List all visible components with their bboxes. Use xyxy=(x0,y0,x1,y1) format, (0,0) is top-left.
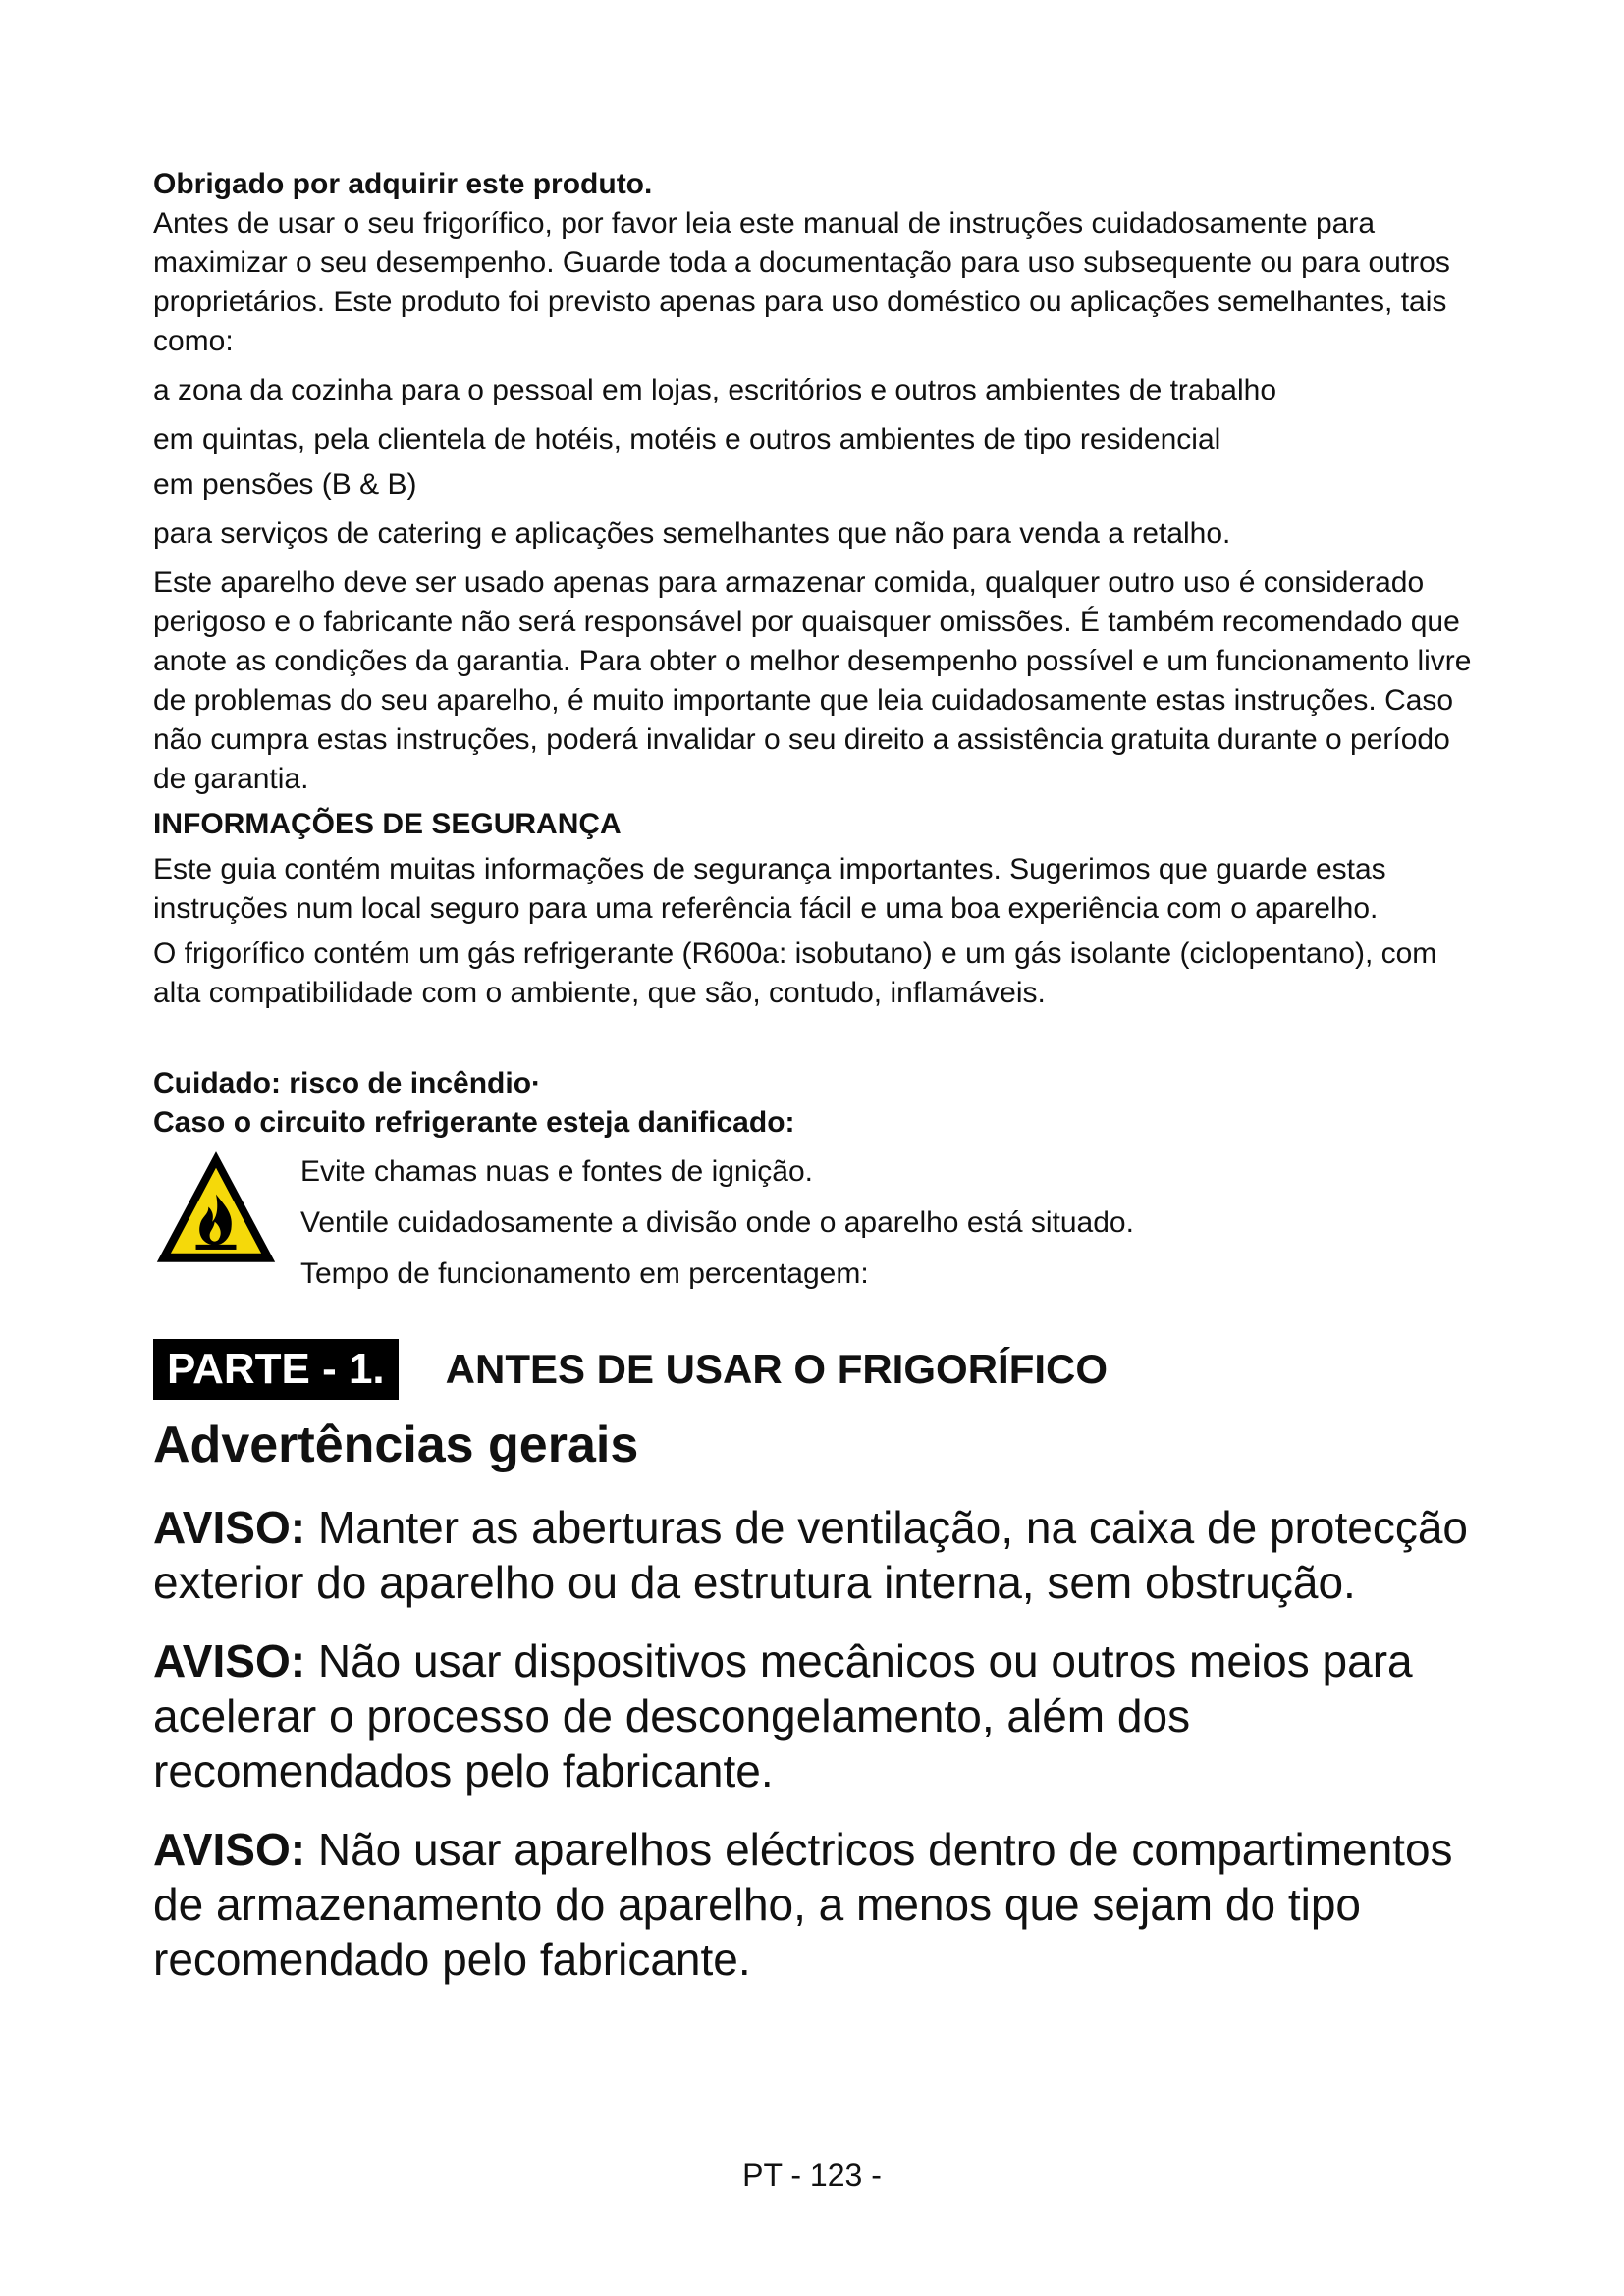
page-number: PT - 123 - xyxy=(742,2158,882,2193)
warning-text: Manter as aberturas de ventilação, na caixa de protecção exterior do aparelho ou da estrutura interna, sem obstrução. xyxy=(153,1502,1468,1608)
warning-label: AVISO: xyxy=(153,1824,306,1875)
warning-line-1: Evite chamas nuas e fontes de ignição. xyxy=(300,1155,813,1188)
warning-text: Não usar dispositivos mecânicos ou outros meios para acelerar o processo de descongelamento, além dos recomendados pelo fabricante. xyxy=(153,1635,1413,1796)
part-header xyxy=(153,1339,1489,1400)
fire-warning-icon xyxy=(153,1147,279,1272)
intro-paragraph: Antes de usar o seu frigorífico, por favor leia este manual de instruções cuidadosamente para maximizar o seu desempenho. Guarde toda a documentação para uso subsequente ou para outros proprietários. Este produto foi previsto apenas para uso doméstico ou aplicações semelhantes, tais como: xyxy=(153,207,1450,357)
warning-item-2 xyxy=(153,1633,1489,1798)
use-case-4: para serviços de catering e aplicações semelhantes que não para venda a retalho. xyxy=(153,517,1231,550)
warning-label: AVISO: xyxy=(153,1635,306,1686)
warning-line-3: Tempo de funcionamento em percentagem: xyxy=(300,1257,869,1290)
safety-paragraph-2: O frigorífico contém um gás refrigerante (R600a: isobutano) e um gás isolante (ciclopentano), com alta compatibilidade com o ambiente, que são, contudo, inflamáveis. xyxy=(153,937,1437,1009)
use-case-2: em quintas, pela clientela de hotéis, motéis e outros ambientes de tipo residencial xyxy=(153,423,1221,455)
warning-label: AVISO: xyxy=(153,1502,306,1553)
use-case-3: em pensões (B & B) xyxy=(153,468,417,501)
caution-line-2: Caso o circuito refrigerante esteja danificado: xyxy=(153,1106,795,1139)
warning-text: Não usar aparelhos eléctricos dentro de compartimentos de armazenamento do aparelho, a menos que sejam do tipo recomendado pelo fabricante. xyxy=(153,1824,1453,1985)
warning-item-3 xyxy=(153,1822,1489,1987)
fire-warning-block xyxy=(153,1147,1489,1300)
document-body xyxy=(153,165,1489,1987)
usage-paragraph: Este aparelho deve ser usado apenas para armazenar comida, qualquer outro uso é considerado perigoso e o fabricante não será responsável por quaisquer omissões. É também recomendado que anote as condições da garantia. Para obter o melhor desempenho possível e um funcionamento livre de problemas do seu aparelho, é muito importante que leia cuidadosamente estas instruções. Caso não cumpra estas instruções, poderá invalidar o seu direito a assistência gratuita durante o período de garantia. xyxy=(153,566,1472,795)
warning-line-2: Ventile cuidadosamente a divisão onde o aparelho está situado. xyxy=(300,1206,1134,1239)
thanks-line: Obrigado por adquirir este produto. xyxy=(153,168,653,200)
part-badge: PARTE - 1. xyxy=(153,1339,399,1400)
safety-paragraph-1: Este guia contém muitas informações de segurança importantes. Sugerimos que guarde estas instruções num local seguro para uma referência fácil e uma boa experiência com o aparelho. xyxy=(153,853,1386,925)
fire-warning-text xyxy=(300,1147,1134,1300)
caution-line-1: Cuidado: risco de incêndio· xyxy=(153,1067,542,1099)
general-warnings-title: Advertências gerais xyxy=(153,1416,639,1473)
warning-item-1 xyxy=(153,1500,1489,1610)
safety-heading: INFORMAÇÕES DE SEGURANÇA xyxy=(153,808,622,840)
part-title: ANTES DE USAR O FRIGORÍFICO xyxy=(445,1346,1109,1392)
use-case-1: a zona da cozinha para o pessoal em lojas, escritórios e outros ambientes de trabalho xyxy=(153,374,1276,406)
